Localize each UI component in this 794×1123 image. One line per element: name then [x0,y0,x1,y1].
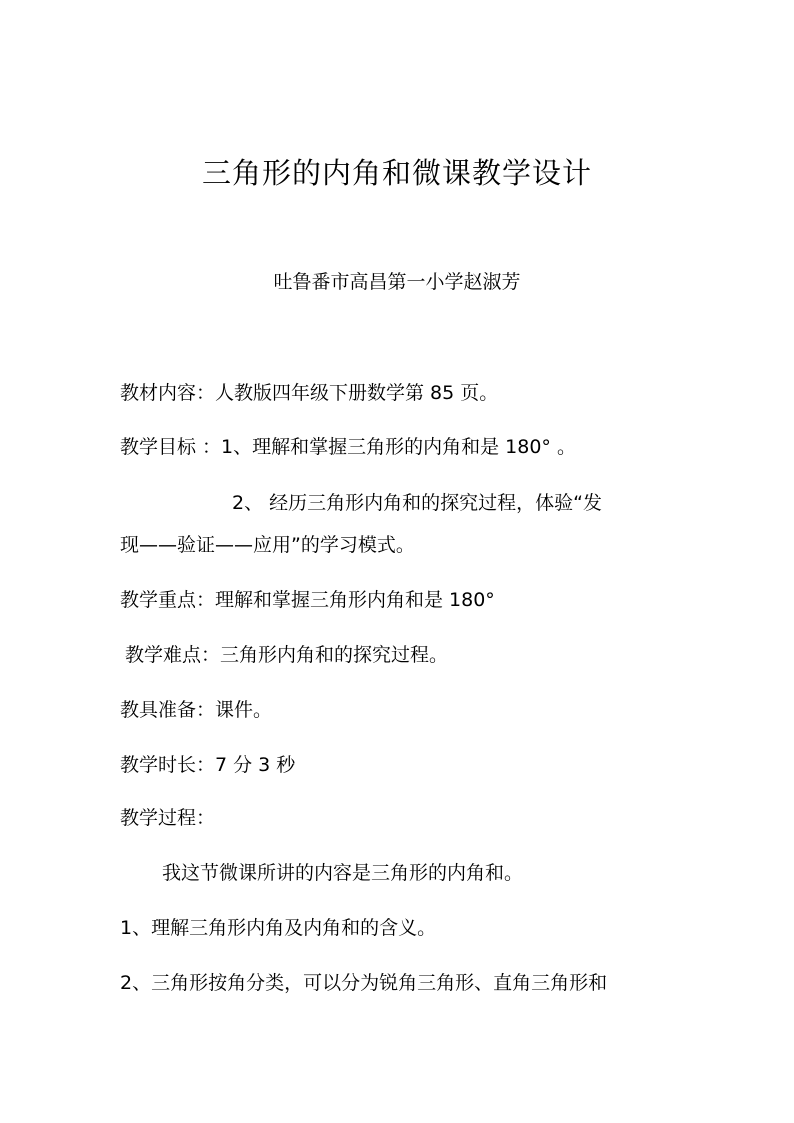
teaching-goal-line-2-continued: 现——验证——应用”的学习模式。 [120,534,415,556]
process-step-2-line: 2、三角形按角分类，可以分为锐角三角形、直角三角形和 [120,972,608,994]
teaching-process-heading: 教学过程： [120,807,216,829]
document-title: 三角形的内角和微课教学设计 [201,156,592,190]
teaching-material-line: 教材内容：人教版四年级下册数学第 85 页。 [120,382,499,404]
teaching-goal-line-2: 2、 经历三角形内角和的探究过程，体验“发 [232,492,602,514]
process-step-1-line: 1、理解三角形内角及内角和的含义。 [120,917,437,939]
teaching-aids-line: 教具准备：课件。 [120,699,273,721]
teaching-duration-line: 教学时长：7 分 3 秒 [120,754,296,776]
teaching-goal-line-1: 教学目标 ：1、理解和掌握三角形的内角和是 180° 。 [120,436,576,458]
teaching-difficulty-line: 教学难点：三角形内角和的探究过程。 [125,644,449,666]
process-intro-line: 我这节微课所讲的内容是三角形的内角和。 [162,862,524,884]
teaching-key-point-line: 教学重点：理解和掌握三角形内角和是 180° [120,589,495,611]
document-author: 吐鲁番市高昌第一小学赵淑芳 [273,271,521,293]
